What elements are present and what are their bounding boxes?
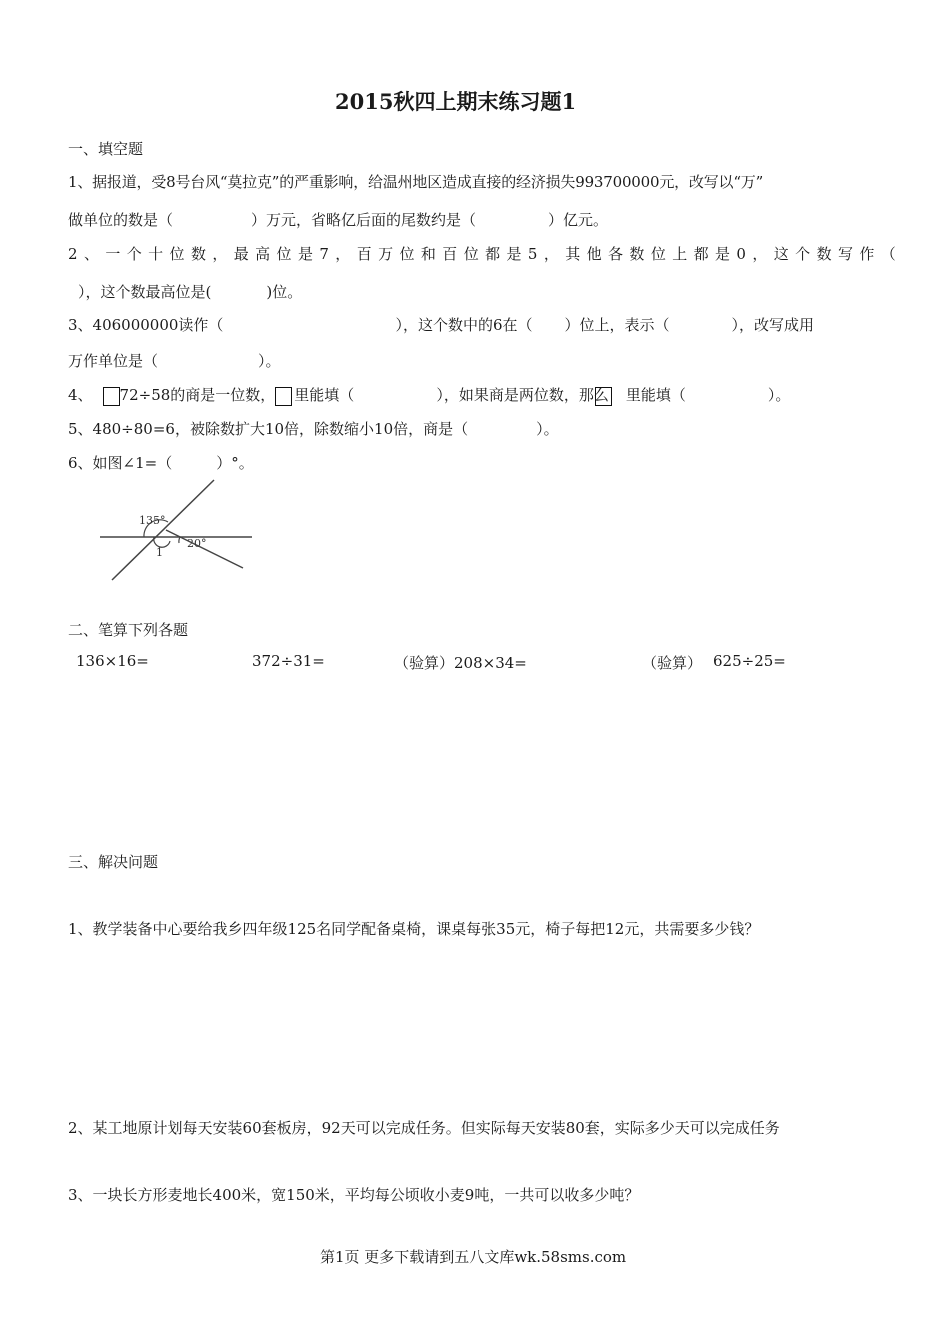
question-4-text-c: ），如果商是两位数，那么 [436, 386, 609, 404]
question-6-text-a: 6、如图∠1=（ [68, 454, 173, 472]
slanted-line [112, 480, 214, 580]
question-5-text-b: ）。 [536, 420, 559, 438]
question-4 [68, 384, 790, 406]
angle-label-1: 1 [156, 546, 163, 559]
question-4-text-a: 72÷58的商是一位数， [119, 386, 276, 404]
problem-1: 1、教学装备中心要给我乡四年级125名同学配备桌椅，课桌每张35元，椅子每把12元，共需要多少钱？ [68, 920, 760, 938]
question-3-text-b: ），这个数中的6在（ [395, 316, 533, 334]
question-3-text-e: 万作单位是（ [68, 352, 159, 370]
question-3-text-a: 3、406000000读作（ [68, 316, 224, 334]
angle-figure [96, 474, 256, 584]
question-1-line-2 [68, 209, 608, 230]
calc-4-verify: （验算） [642, 654, 703, 672]
question-5 [68, 418, 559, 439]
question-2-line-1: 2、一个十位数，最高位是7，百万位和百位都是5，其他各数位上都是0，这个数写作（ [68, 245, 903, 263]
page-footer: 第1页 更多下载请到五八文库wk.58sms.com [320, 1248, 627, 1266]
question-3-text-f: ）。 [258, 352, 281, 370]
angle-label-135: 135° [139, 514, 166, 527]
calc-3: （验算）208×34= [394, 654, 527, 672]
calc-4: 625÷25= [713, 652, 786, 670]
angle-label-20: 20° [187, 537, 207, 550]
question-5-text-a: 5、480÷80=6，被除数扩大10倍，除数缩小10倍，商是（ [68, 420, 469, 438]
calc-2: 372÷31= [252, 652, 325, 670]
problem-2: 2、某工地原计划每天安装60套板房，92天可以完成任务。但实际每天安装80套，实际多少天可以完成任务 [68, 1119, 780, 1137]
question-4-text-b: 里能填（ [294, 386, 355, 404]
calc-1: 136×16= [76, 652, 149, 670]
question-2-text-a: ），这个数最高位是( [78, 283, 212, 301]
question-2-line-2 [68, 281, 302, 302]
question-3-text-d: ），改写成用 [731, 316, 815, 334]
question-1-text-b: ）万元，省略亿后面的尾数约是（ [251, 211, 477, 229]
question-1-text-a: 做单位的数是（ [68, 211, 174, 229]
question-4-text-d: 里能填（ [625, 386, 686, 404]
question-1-line-1: 1、据报道，受8号台风“莫拉克”的严重影响，给温州地区造成直接的经济损失993700000元，改写以“万” [68, 173, 764, 191]
question-4-text-e: ）。 [767, 386, 791, 404]
section-heading-problems: 三、解决问题 [68, 853, 159, 871]
section-heading-fill-blank: 一、填空题 [68, 140, 144, 158]
question-6 [68, 452, 254, 473]
question-6-text-b: ）°。 [216, 454, 254, 472]
question-3-line-2 [68, 350, 281, 371]
problem-3: 3、一块长方形麦地长400米，宽150米，平均每公顷收小麦9吨，一共可以收多少吨？ [68, 1186, 640, 1204]
answer-box[interactable] [595, 387, 612, 406]
question-3-text-c: ）位上，表示（ [564, 316, 670, 334]
section-heading-written-calc: 二、笔算下列各题 [68, 621, 189, 639]
angle-arc-right [179, 537, 180, 543]
answer-box[interactable] [103, 387, 120, 406]
page-title: 2015秋四上期末练习题1 [335, 89, 577, 114]
answer-box[interactable] [275, 387, 292, 406]
question-4-number: 4、 [68, 386, 93, 404]
question-1-text-c: ）亿元。 [548, 211, 609, 229]
question-2-text-b: )位。 [266, 283, 303, 301]
question-3-line-1 [68, 314, 814, 335]
